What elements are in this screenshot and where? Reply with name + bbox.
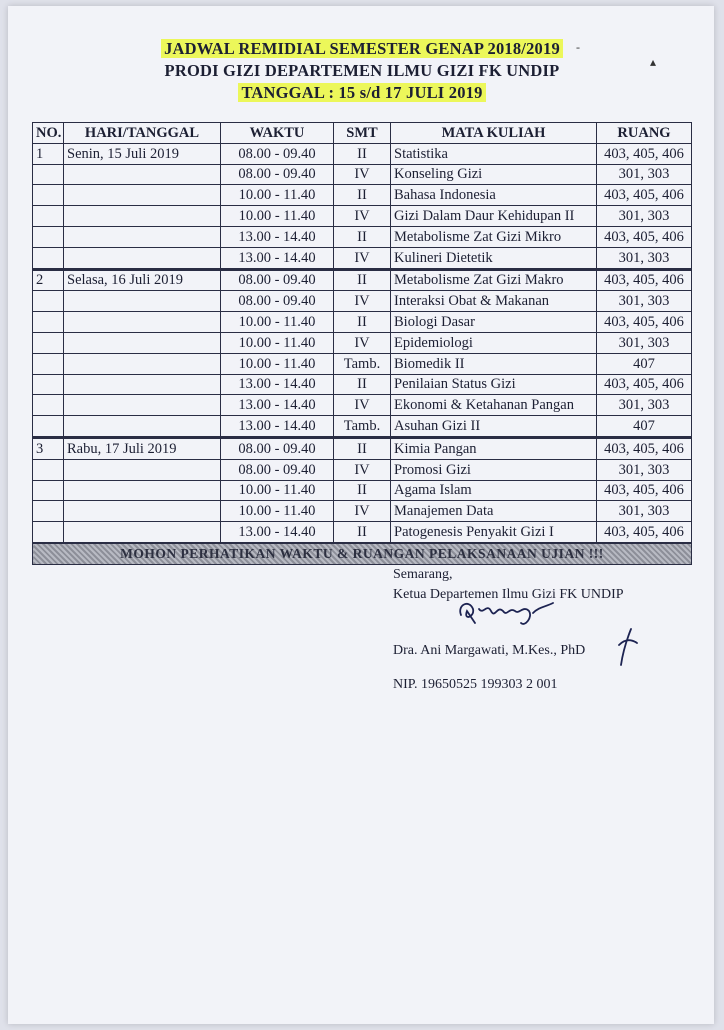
- row-time: 13.00 - 14.40: [221, 395, 334, 416]
- row-day: [64, 206, 221, 227]
- row-room: 407: [597, 416, 692, 438]
- row-room: 301, 303: [597, 332, 692, 353]
- row-course: Metabolisme Zat Gizi Mikro: [391, 226, 597, 247]
- row-room: 403, 405, 406: [597, 480, 692, 501]
- row-time: 10.00 - 11.40: [221, 312, 334, 333]
- row-course: Statistika: [391, 143, 597, 164]
- row-course: Biologi Dasar: [391, 312, 597, 333]
- handwritten-initial: [617, 627, 641, 667]
- table-row: [33, 312, 692, 333]
- row-room: 403, 405, 406: [597, 437, 692, 459]
- row-semester: II: [334, 374, 391, 395]
- row-number: [33, 312, 64, 333]
- row-course: Bahasa Indonesia: [391, 185, 597, 206]
- table-row: [33, 247, 692, 269]
- row-day: Rabu, 17 Juli 2019: [64, 437, 221, 459]
- row-room: 301, 303: [597, 164, 692, 185]
- row-day: [64, 291, 221, 312]
- table-row: [33, 395, 692, 416]
- row-room: 301, 303: [597, 459, 692, 480]
- row-room: 403, 405, 406: [597, 312, 692, 333]
- row-semester: II: [334, 522, 391, 543]
- row-day: [64, 164, 221, 185]
- row-time: 08.00 - 09.40: [221, 269, 334, 291]
- row-semester: IV: [334, 459, 391, 480]
- table-row: [33, 206, 692, 227]
- row-number: [33, 353, 64, 374]
- row-time: 08.00 - 09.40: [221, 459, 334, 480]
- row-number: [33, 332, 64, 353]
- row-semester: IV: [334, 291, 391, 312]
- column-header-semester: SMT: [334, 123, 391, 144]
- row-day: [64, 480, 221, 501]
- row-room: 301, 303: [597, 395, 692, 416]
- row-course: Patogenesis Penyakit Gizi I: [391, 522, 597, 543]
- row-number: [33, 501, 64, 522]
- row-time: 13.00 - 14.40: [221, 522, 334, 543]
- row-course: Ekonomi & Ketahanan Pangan: [391, 395, 597, 416]
- row-day: Selasa, 16 Juli 2019: [64, 269, 221, 291]
- row-room: 301, 303: [597, 501, 692, 522]
- table-row: [33, 226, 692, 247]
- row-time: 13.00 - 14.40: [221, 416, 334, 438]
- header-title: JADWAL REMIDIAL SEMESTER GENAP 2018/2019: [161, 39, 563, 58]
- handwritten-signature: [453, 593, 563, 633]
- table-row: [33, 437, 692, 459]
- row-course: Asuhan Gizi II: [391, 416, 597, 438]
- row-semester: IV: [334, 395, 391, 416]
- row-course: Konseling Gizi: [391, 164, 597, 185]
- row-day: [64, 226, 221, 247]
- document-header: [0, 38, 724, 104]
- row-room: 301, 303: [597, 247, 692, 269]
- table-row: [33, 185, 692, 206]
- row-day: [64, 501, 221, 522]
- row-course: Gizi Dalam Daur Kehidupan II: [391, 206, 597, 227]
- row-day: [64, 185, 221, 206]
- column-header-day: HARI/TANGGAL: [64, 123, 221, 144]
- row-room: 403, 405, 406: [597, 374, 692, 395]
- row-course: Penilaian Status Gizi: [391, 374, 597, 395]
- table-row: [33, 269, 692, 291]
- schedule-table: [32, 122, 692, 565]
- row-time: 10.00 - 11.40: [221, 206, 334, 227]
- row-number: [33, 416, 64, 438]
- table-row: [33, 374, 692, 395]
- row-semester: Tamb.: [334, 416, 391, 438]
- notice-banner-row: [33, 543, 692, 565]
- row-course: Kimia Pangan: [391, 437, 597, 459]
- row-number: [33, 459, 64, 480]
- header-program: PRODI GIZI DEPARTEMEN ILMU GIZI FK UNDIP: [164, 61, 560, 80]
- row-time: 10.00 - 11.40: [221, 332, 334, 353]
- row-number: [33, 291, 64, 312]
- row-room: 403, 405, 406: [597, 185, 692, 206]
- signatory-name: Dra. Ani Margawati, M.Kes., PhD: [393, 643, 586, 658]
- row-semester: IV: [334, 501, 391, 522]
- signature-title: Ketua Departemen Ilmu Gizi FK UNDIP: [393, 587, 624, 602]
- signature-place: Semarang,: [393, 567, 453, 582]
- table-row: [33, 416, 692, 438]
- row-course: Interaksi Obat & Makanan: [391, 291, 597, 312]
- row-number: [33, 206, 64, 227]
- row-room: 403, 405, 406: [597, 522, 692, 543]
- row-number: [33, 395, 64, 416]
- table-row: [33, 143, 692, 164]
- stray-mark: -: [576, 40, 580, 54]
- column-header-room: RUANG: [597, 123, 692, 144]
- row-time: 10.00 - 11.40: [221, 353, 334, 374]
- row-time: 13.00 - 14.40: [221, 226, 334, 247]
- row-semester: Tamb.: [334, 353, 391, 374]
- row-time: 10.00 - 11.40: [221, 480, 334, 501]
- row-number: [33, 522, 64, 543]
- row-semester: II: [334, 312, 391, 333]
- header-date-range: TANGGAL : 15 s/d 17 JULI 2019: [238, 83, 485, 102]
- table-row: [33, 332, 692, 353]
- row-number: [33, 185, 64, 206]
- table-row: [33, 459, 692, 480]
- row-room: 403, 405, 406: [597, 143, 692, 164]
- row-time: 10.00 - 11.40: [221, 185, 334, 206]
- table-row: [33, 522, 692, 543]
- table-row: [33, 480, 692, 501]
- row-time: 08.00 - 09.40: [221, 437, 334, 459]
- row-time: 08.00 - 09.40: [221, 164, 334, 185]
- row-day: [64, 312, 221, 333]
- row-number: [33, 247, 64, 269]
- signatory-nip: NIP. 19650525 199303 2 001: [393, 677, 558, 692]
- column-header-time: WAKTU: [221, 123, 334, 144]
- row-day: [64, 395, 221, 416]
- row-room: 407: [597, 353, 692, 374]
- row-room: 403, 405, 406: [597, 226, 692, 247]
- row-semester: II: [334, 143, 391, 164]
- row-day: Senin, 15 Juli 2019: [64, 143, 221, 164]
- row-number: [33, 164, 64, 185]
- row-semester: IV: [334, 206, 391, 227]
- row-course: Promosi Gizi: [391, 459, 597, 480]
- row-day: [64, 353, 221, 374]
- row-semester: II: [334, 185, 391, 206]
- row-semester: IV: [334, 332, 391, 353]
- table-row: [33, 353, 692, 374]
- row-course: Biomedik II: [391, 353, 597, 374]
- row-course: Manajemen Data: [391, 501, 597, 522]
- table-header-row: [33, 123, 692, 144]
- row-number: 2: [33, 269, 64, 291]
- row-semester: II: [334, 480, 391, 501]
- row-course: Kulineri Dietetik: [391, 247, 597, 269]
- row-course: Metabolisme Zat Gizi Makro: [391, 269, 597, 291]
- table-row: [33, 501, 692, 522]
- row-semester: IV: [334, 164, 391, 185]
- row-course: Epidemiologi: [391, 332, 597, 353]
- row-day: [64, 522, 221, 543]
- table-row: [33, 291, 692, 312]
- row-room: 403, 405, 406: [597, 269, 692, 291]
- row-time: 08.00 - 09.40: [221, 291, 334, 312]
- row-day: [64, 416, 221, 438]
- row-semester: II: [334, 269, 391, 291]
- row-number: [33, 374, 64, 395]
- row-number: 1: [33, 143, 64, 164]
- row-room: 301, 303: [597, 291, 692, 312]
- row-semester: II: [334, 437, 391, 459]
- column-header-course: MATA KULIAH: [391, 123, 597, 144]
- row-day: [64, 332, 221, 353]
- row-day: [64, 459, 221, 480]
- stray-mark: ▴: [650, 55, 657, 69]
- row-time: 13.00 - 14.40: [221, 247, 334, 269]
- row-semester: II: [334, 226, 391, 247]
- row-course: Agama Islam: [391, 480, 597, 501]
- row-time: 10.00 - 11.40: [221, 501, 334, 522]
- row-number: 3: [33, 437, 64, 459]
- row-number: [33, 480, 64, 501]
- row-semester: IV: [334, 247, 391, 269]
- table-row: [33, 164, 692, 185]
- notice-banner: MOHON PERHATIKAN WAKTU & RUANGAN PELAKSANAAN UJIAN !!!: [33, 543, 692, 565]
- column-header-no: NO.: [33, 123, 64, 144]
- row-room: 301, 303: [597, 206, 692, 227]
- row-time: 08.00 - 09.40: [221, 143, 334, 164]
- row-day: [64, 247, 221, 269]
- row-time: 13.00 - 14.40: [221, 374, 334, 395]
- row-number: [33, 226, 64, 247]
- row-day: [64, 374, 221, 395]
